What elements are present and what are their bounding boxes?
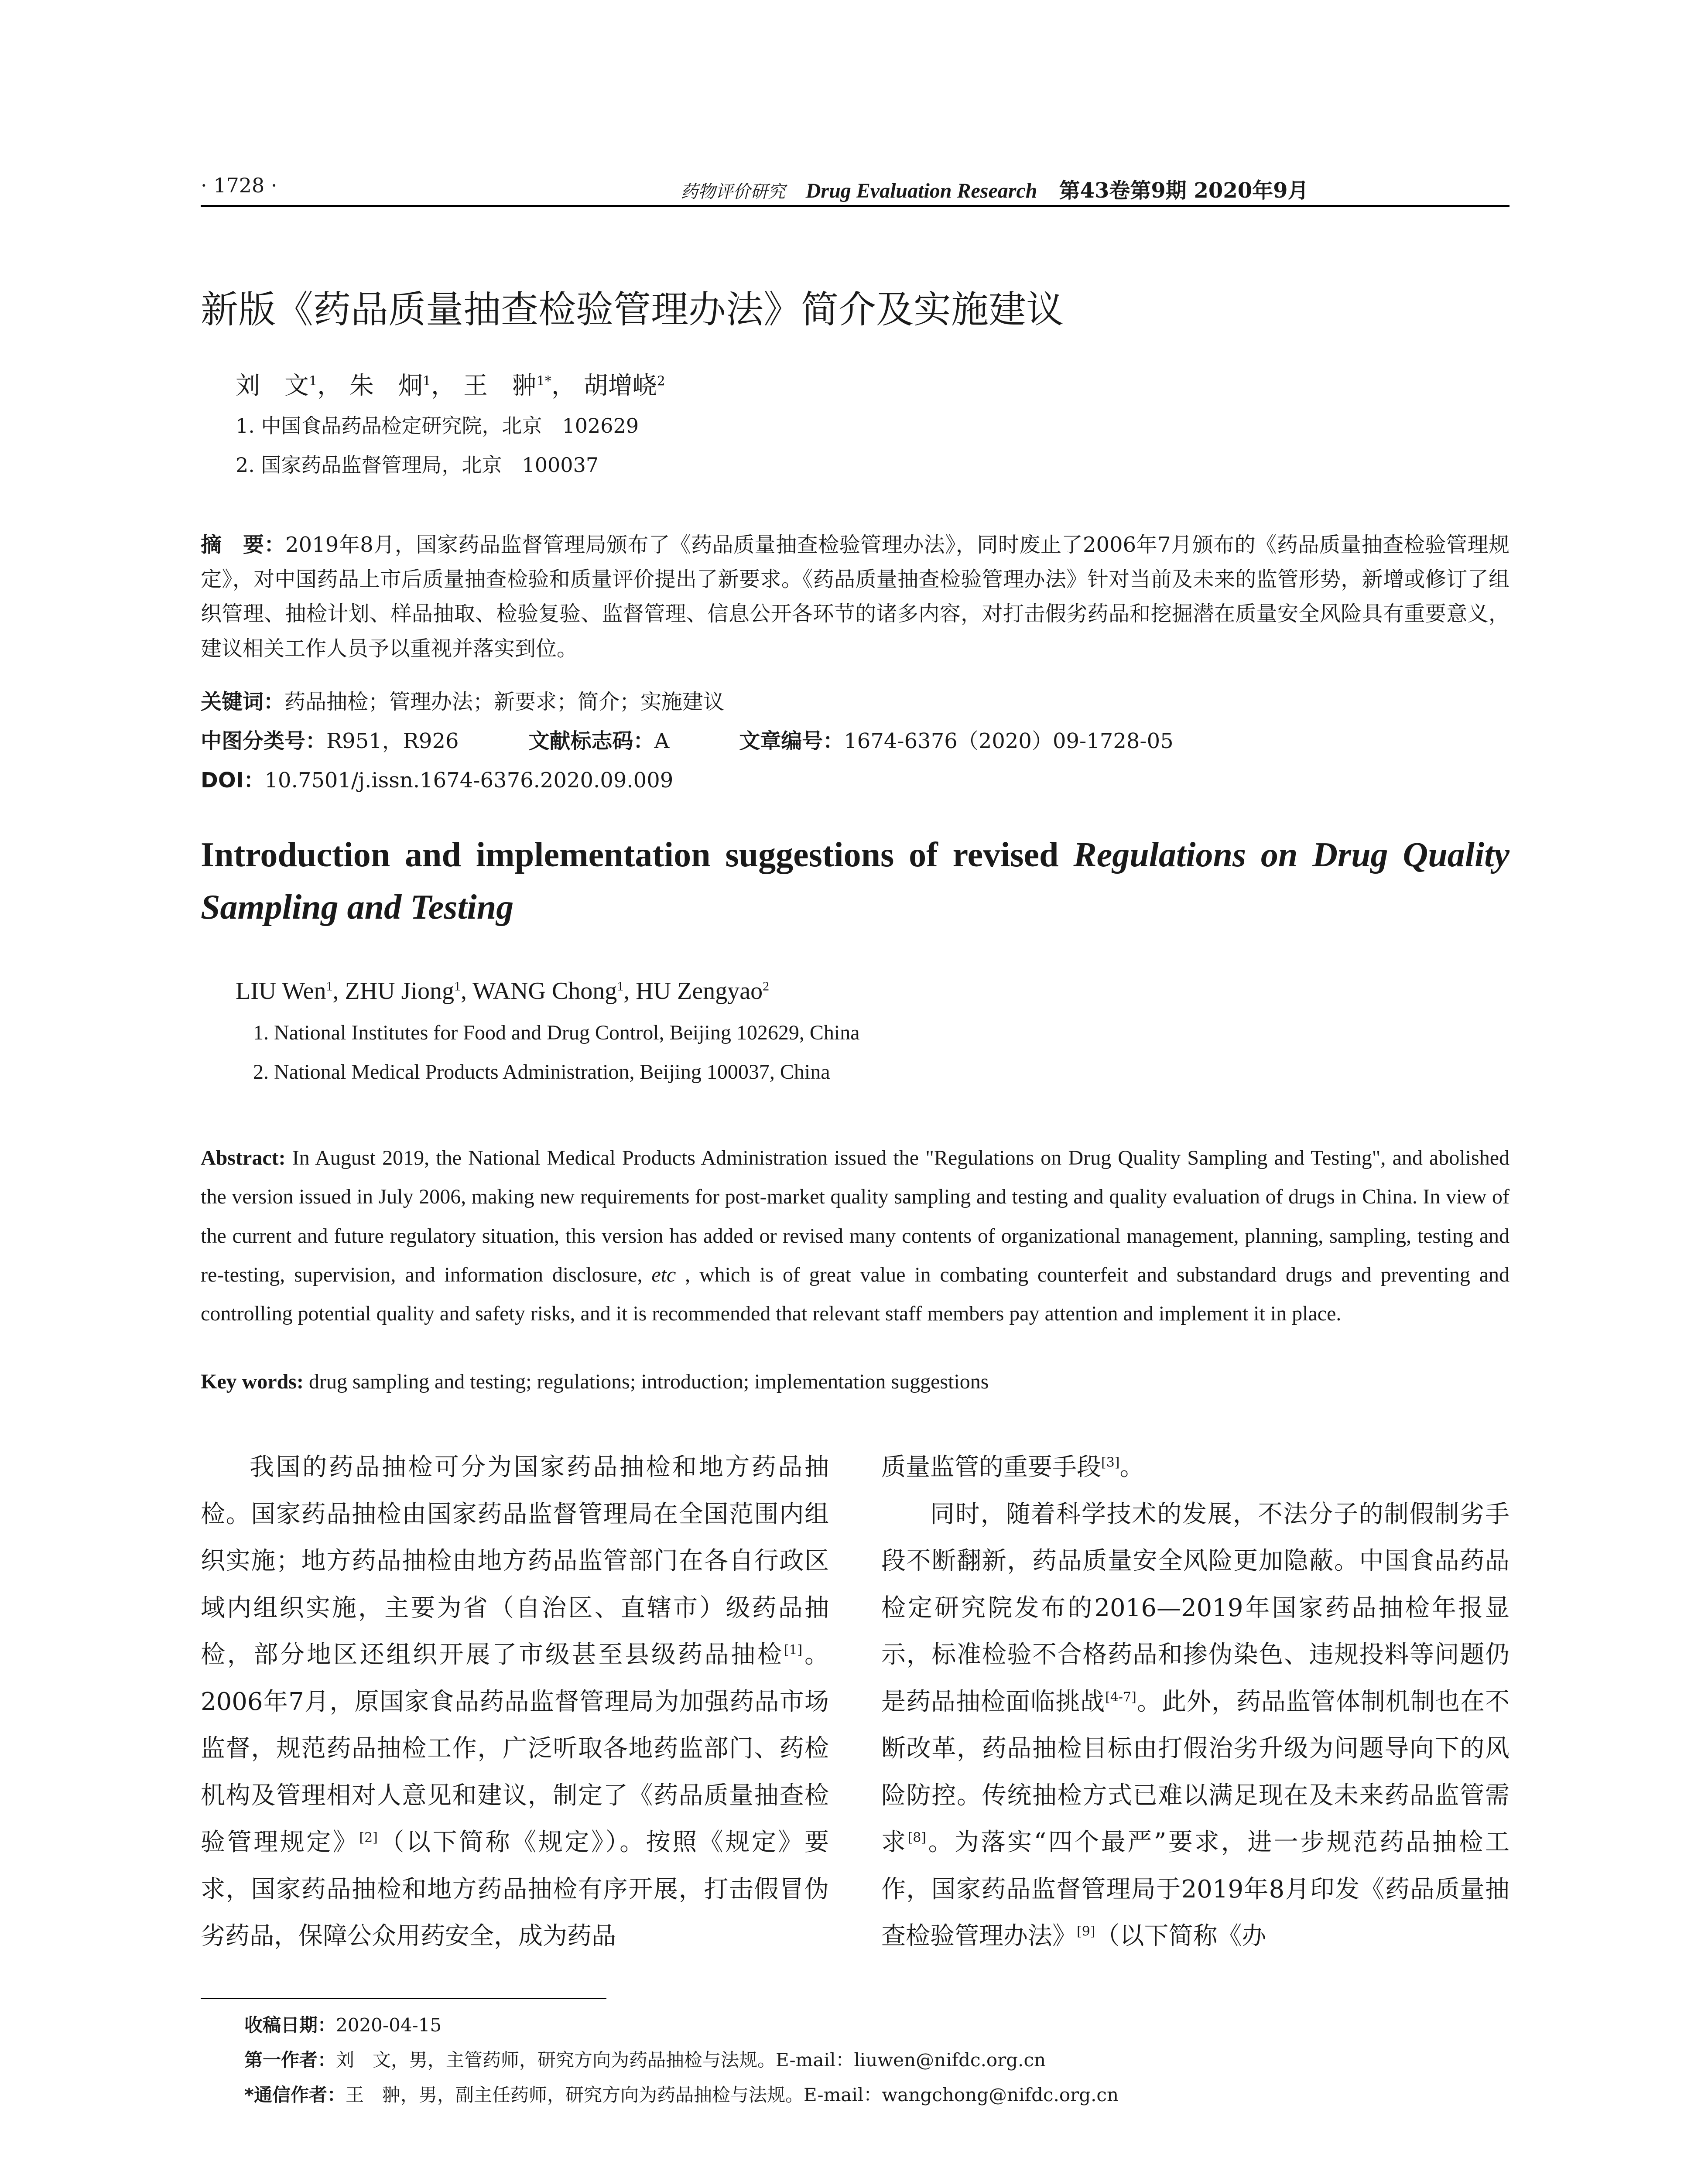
body-paragraph: 我国的药品抽检可分为国家药品抽检和地方药品抽检。国家药品抽检由国家药品监督管理局在全国范围内组织实施；地方药品抽检由地方药品监管部门在各自行政区域内组织实施，主要为省（自治区、直辖市）级药品抽检，部分地区还组织开展了市级甚至县级药品抽检[1]。2006年7月，原国家食品药品监督管理局为加强药品市场监督，规范药品抽检工作，广泛听取各地药监部门、药检机构及管理相对人意见和建议，制定了《药品质量抽查检验管理规定》[2]（以下简称《规定》）。按照《规定》要求，国家药品抽检和地方药品抽检有序开展，打击假冒伪劣药品，保障公众用药安全，成为药品 — [201, 1453, 829, 1951]
citation-ref[interactable]: [9] — [1077, 1924, 1095, 1939]
classification-line — [201, 724, 1174, 754]
author-cn: 胡增峣$^2$ — [583, 372, 665, 400]
journal-name-en: Drug Evaluation Research — [805, 179, 1037, 202]
abstract-en: Abstract: In August 2019, the National Medical Products Administration issued the "Regulations on Drug Quality Sampling and Testing", and abolished the version issued in July 2006, making new requirements for post-market quality sampling and testing and quality evaluation of drugs in China. In view of the current and future regulatory situation, this version has added or revised many contents of organizational management, planning, sampling, testing and re-testing, supervision, and information disclosure, etc , which is of great value in combating counterfeit and substandard drugs and preventing and controlling potential quality and safety risks, and it is recommended that relevant staff members pay attention and implement it in place. — [201, 1146, 1509, 1326]
footnote-received: 收稿日期：2020-04-15 — [244, 2014, 442, 2036]
footnote-divider — [201, 1998, 606, 1999]
body-column-right — [881, 1444, 1509, 1960]
abstract-en-text: In August 2019, the National Medical Products Administration issued the "Regulations on Drug Quality Sampling and Testing", and abolished the version issued in July 2006, making new requirements for post-market quality sampling and testing and quality evaluation of drugs in China. In view of the current and future regulatory situation, this version has added or revised many contents of organizational management, planning, sampling, testing and re-testing, supervision, and information disclosure, — [201, 1146, 1509, 1286]
clc-value: R951，R926 — [326, 729, 459, 753]
keywords-en-label: Key words: — [201, 1370, 304, 1393]
running-header — [201, 166, 1509, 207]
article-number-label: 文章编号： — [739, 729, 844, 753]
body-paragraph: 同时，随着科学技术的发展，不法分子的制假制劣手段不断翻新，药品质量安全风险更加隐蔽。中国食品药品检定研究院发布的2016—2019年国家药品抽检年报显示，标准检验不合格药品和掺伪染色、违规投料等问题仍是药品抽检面临挑战[4-7]。此外，药品监管体制机制也在不断改革，药品抽检目标由打假治劣升级为问题导向下的风险防控。传统抽检方式已难以满足现在及未来药品监管需求[8]。为落实“四个最严”要求，进一步规范药品抽检工作，国家药品监督管理局于2019年8月印发《药品质量抽查检验管理办法》[9]（以下简称《办 — [881, 1500, 1510, 1951]
author-en: LIU Wen$^1$, — [236, 978, 345, 1005]
keywords-cn — [201, 685, 724, 715]
affiliation-cn-2: 2. 国家药品监督管理局，北京 100037 — [236, 453, 599, 477]
page-number: · 1728 · — [201, 174, 277, 197]
body-column-left — [201, 1444, 829, 1960]
citation-ref[interactable]: [2] — [359, 1830, 378, 1846]
author-en: HU Zengyao$^2$ — [636, 978, 770, 1005]
journal-issue: 第43卷第9期 2020年9月 — [1059, 178, 1309, 203]
author-en: WANG Chong$^1$, — [472, 978, 636, 1005]
keywords-cn-text: 药品抽检；管理办法；新要求；简介；实施建议 — [284, 690, 725, 714]
journal-logo: 药物评价研究 — [681, 182, 785, 202]
abstract-cn-text: 2019年8月，国家药品监督管理局颁布了《药品质量抽查检验管理办法》，同时废止了2006年7月颁布的《药品质量抽查检验管理规定》，对中国药品上市后质量抽查检验和质量评价提出了新要求。《药品质量抽查检验管理办法》针对当前及未来的监管形势，新增或修订了组织管理、抽检计划、样品抽取、检验复验、监督管理、信息公开各环节的诸多内容，对打击假劣药品和挖掘潜在质量安全风险具有重要意义，建议相关工作人员予以重视并落实到位。 — [201, 533, 1509, 661]
citation-ref[interactable]: [4-7] — [1105, 1689, 1136, 1705]
doi-line — [201, 763, 673, 793]
keywords-en — [201, 1370, 989, 1394]
journal-info — [681, 174, 1309, 204]
title-cn: 新版《药品质量抽查检验管理办法》简介及实施建议 — [201, 288, 1064, 332]
abstract-cn — [201, 528, 1509, 666]
citation-ref[interactable]: [8] — [907, 1830, 927, 1846]
affiliation-en-2: 2. National Medical Products Administration, Beijing 100037, China — [253, 1060, 830, 1084]
footnote-first-author: 第一作者：刘 文，男，主管药师，研究方向为药品抽检与法规。E-mail：liuwen@nifdc.org.cn — [244, 2049, 1046, 2071]
affiliation-cn-1: 1. 中国食品药品检定研究院，北京 102629 — [236, 414, 639, 438]
author-cn: 朱 炯$^1$ — [349, 372, 431, 400]
doi-label: DOI： — [201, 768, 265, 793]
doc-code-value: A — [654, 729, 670, 753]
doc-code-label: 文献标志码： — [528, 729, 654, 753]
authors-cn: 刘 文$^1$， 朱 炯$^1$， 王 翀$^{1*}$， 胡增峣$^2$ — [236, 372, 665, 400]
article-number-value: 1674-6376（2020）09-1728-05 — [844, 729, 1174, 753]
title-en-italic: Regulations on Drug Quality Sampling and Testing — [201, 836, 1509, 926]
clc-label: 中图分类号： — [201, 729, 327, 753]
author-en: ZHU Jiong$^1$, — [345, 978, 472, 1005]
body-paragraph: 质量监管的重要手段[3]。 — [881, 1453, 1144, 1481]
keywords-en-text: drug sampling and testing; regulations; introduction; implementation suggestions — [303, 1370, 989, 1393]
title-en: Introduction and implementation suggestions of revised Regulations on Drug Quality Sampling and Testing — [201, 836, 1509, 926]
abstract-cn-label: 摘 要： — [201, 533, 286, 557]
citation-ref[interactable]: [1] — [784, 1642, 803, 1658]
author-cn: 王 翀$^{1*}$ — [463, 372, 551, 400]
keywords-cn-label: 关键词： — [201, 690, 285, 714]
doi-value[interactable]: 10.7501/j.issn.1674-6376.2020.09.009 — [264, 768, 674, 793]
author-cn: 刘 文$^1$ — [236, 372, 318, 400]
citation-ref[interactable]: [3] — [1101, 1455, 1120, 1470]
affiliation-en-1: 1. National Institutes for Food and Drug Control, Beijing 102629, China — [253, 1021, 860, 1044]
abstract-en-label: Abstract: — [201, 1146, 286, 1169]
footnote-corresponding-author: *通信作者：王 翀，男，副主任药师，研究方向为药品抽检与法规。E-mail：wangchong@nifdc.org.cn — [244, 2084, 1119, 2106]
authors-en — [236, 977, 769, 1005]
